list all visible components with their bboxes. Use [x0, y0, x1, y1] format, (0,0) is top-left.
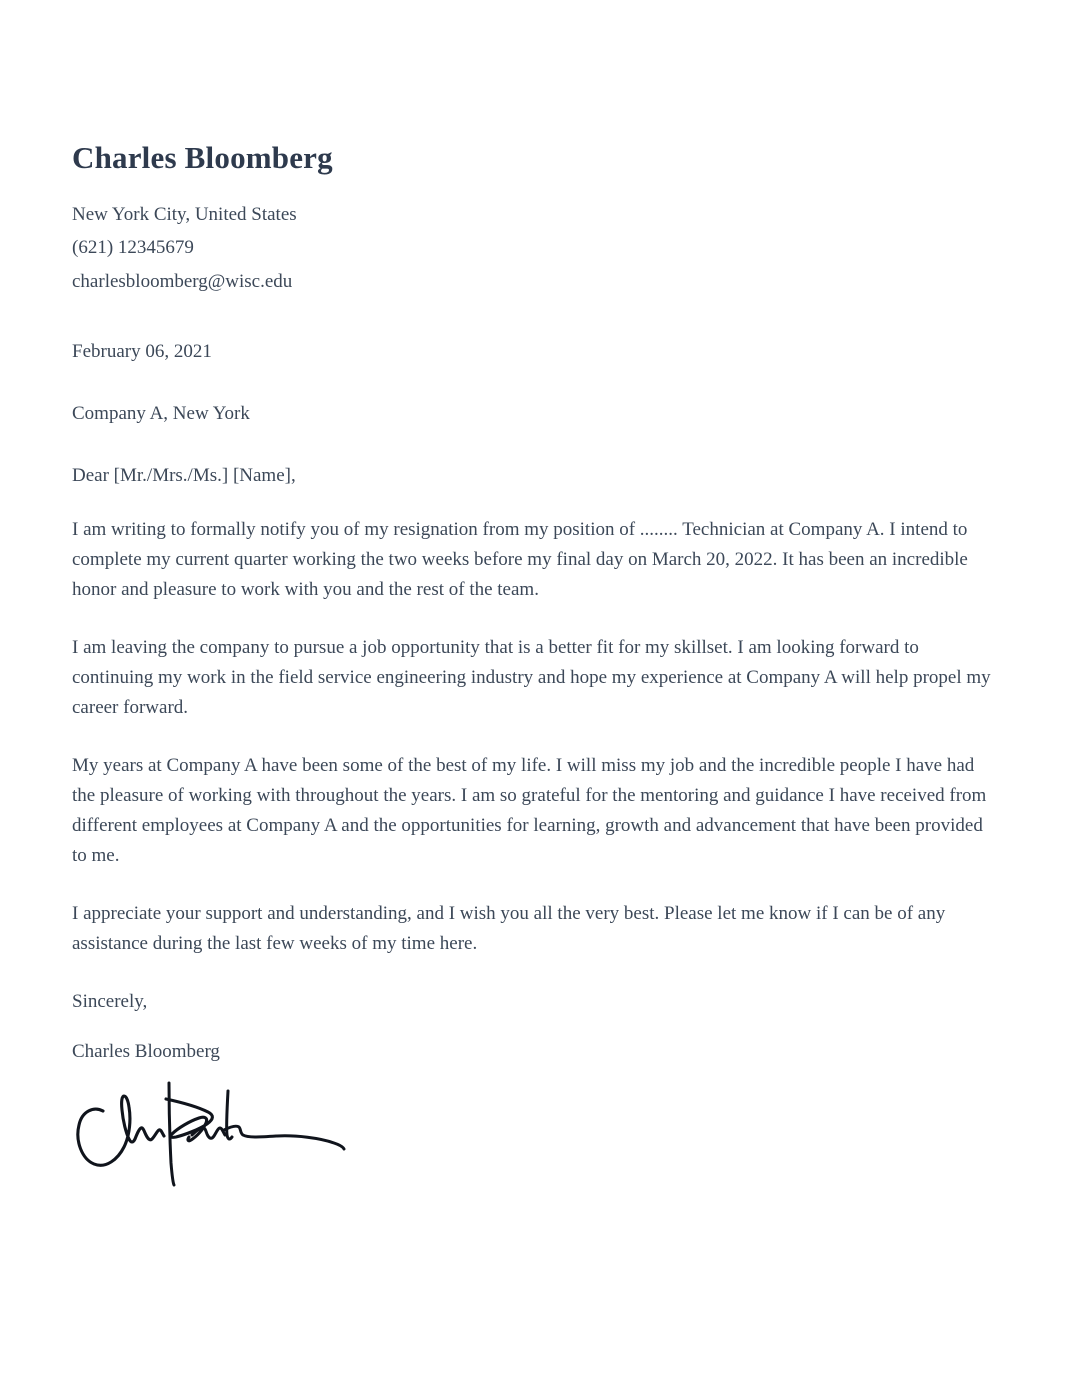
contact-phone: (621) 12345679: [72, 237, 194, 259]
letter-date: February 06, 2021: [72, 341, 212, 363]
salutation: Dear [Mr./Mrs./Ms.] [Name],: [72, 465, 296, 487]
signature-block: [72, 1077, 372, 1187]
handwritten-signature-icon: [72, 1077, 372, 1187]
body-paragraph-1: I am writing to formally notify you of my resignation from my position of ........ Technician at Company A. I intend to complete my current quarter working the two weeks before my final day on March 20, 2022. It has been an incredible honor and pleasure to work with you and the rest of the team.: [72, 519, 968, 601]
letter-content: [72, 140, 992, 1187]
recipient-address: Company A, New York: [72, 403, 250, 425]
body-paragraph-2: I am leaving the company to pursue a job opportunity that is a better fit for my skillset. I am looking forward to continuing my work in the field service engineering industry and hope my experience at Company A will help propel my career forward.: [72, 637, 991, 719]
page-title: Charles Bloomberg: [72, 140, 333, 175]
body-paragraph-3: My years at Company A have been some of the best of my life. I will miss my job and the incredible people I have had the pleasure of working with throughout the years. I am so grateful for the mentoring and guidance I have received from different employees at Company A and the opportunities for learning, growth and advancement that have been provided to me.: [72, 755, 987, 867]
contact-email: charlesbloomberg@wisc.edu: [72, 271, 293, 293]
closing-salutation: Sincerely,: [72, 991, 148, 1013]
body-paragraph-4: I appreciate your support and understanding, and I wish you all the very best. Please let me know if I can be of any assistance during the last few weeks of my time here.: [72, 903, 946, 955]
contact-location: New York City, United States: [72, 203, 297, 225]
signoff-name: Charles Bloomberg: [72, 1041, 220, 1063]
